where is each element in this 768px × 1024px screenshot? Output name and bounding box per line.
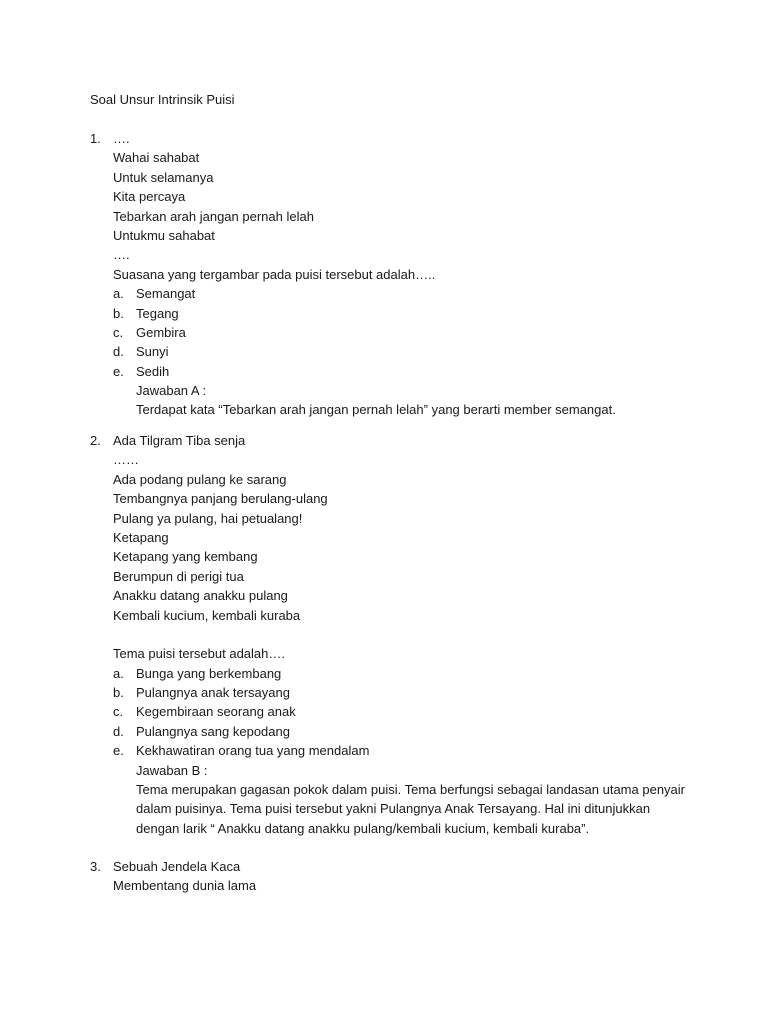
option-letter: e. <box>113 743 124 759</box>
poem-line <box>90 876 710 895</box>
answer-label-text: Jawaban A : <box>136 383 207 399</box>
answer-option <box>90 702 710 721</box>
poem-line <box>90 567 710 586</box>
poem-line-text: Anakku datang anakku pulang <box>113 588 288 604</box>
question-prompt: Tema puisi tersebut adalah…. <box>113 646 285 662</box>
poem-line-text: Kita percaya <box>113 189 186 205</box>
poem-line-text: …. <box>113 131 130 146</box>
poem-line-text: Membentang dunia lama <box>113 878 257 894</box>
poem-line-text: Ada podang pulang ke sarang <box>113 471 287 487</box>
option-letter: c. <box>113 704 124 720</box>
option-text: Semangat <box>136 286 196 302</box>
poem-line <box>90 547 710 566</box>
option-letter: a. <box>113 286 124 302</box>
option-letter: b. <box>113 685 124 701</box>
answer-label <box>90 761 710 780</box>
poem-line-text: Tembangnya panjang berulang-ulang <box>113 491 328 507</box>
poem-line-text: …. <box>113 247 130 263</box>
poem-line <box>90 857 710 876</box>
poem-line-text: Ketapang <box>113 529 169 545</box>
question-number: 1. <box>90 131 101 146</box>
option-text: Kegembiraan seorang anak <box>136 704 296 720</box>
poem-line <box>90 226 710 245</box>
poem-line-text: Untukmu sahabat <box>113 227 215 243</box>
answer-option <box>90 342 710 361</box>
answer-option <box>90 683 710 702</box>
option-text: Pulangnya sang kepodang <box>136 723 290 739</box>
poem-line <box>90 431 710 450</box>
answer-explanation <box>90 819 710 838</box>
option-text: Tegang <box>136 305 179 321</box>
question-number: 3. <box>90 859 101 874</box>
blank-line <box>90 625 710 644</box>
poem-line-text: Kembali kucium, kembali kuraba <box>113 607 301 623</box>
poem-line <box>90 168 710 187</box>
question-text <box>90 265 710 284</box>
answer-option <box>90 722 710 741</box>
answer-explanation <box>90 400 710 419</box>
explanation-text: dengan larik “ Anakku datang anakku pulang/kembali kucium, kembali kuraba”. <box>136 820 590 836</box>
poem-line-text: Untuk selamanya <box>113 169 214 185</box>
explanation-text: Terdapat kata “Tebarkan arah jangan pernah lelah” yang berarti member semangat. <box>136 402 616 418</box>
answer-option <box>90 362 710 381</box>
poem-line-text: Berumpun di perigi tua <box>113 568 244 584</box>
answer-option <box>90 323 710 342</box>
answer-label <box>90 381 710 400</box>
poem-line-text: Wahai sahabat <box>113 150 200 166</box>
question-number: 2. <box>90 433 101 448</box>
option-text: Bunga yang berkembang <box>136 665 282 681</box>
option-letter: e. <box>113 363 124 379</box>
poem-line-text: Ada Tilgram Tiba senja <box>113 433 246 448</box>
poem-line <box>90 586 710 605</box>
poem-line-text: …… <box>113 452 139 468</box>
poem-line <box>90 187 710 206</box>
poem-line-text: Sebuah Jendela Kaca <box>113 859 241 874</box>
option-text: Sedih <box>136 363 170 379</box>
question-2 <box>90 431 710 838</box>
poem-line <box>90 489 710 508</box>
question-text <box>90 644 710 663</box>
option-letter: b. <box>113 305 124 321</box>
poem-line <box>90 470 710 489</box>
question-1 <box>90 129 710 420</box>
poem-line <box>90 450 710 469</box>
option-letter: d. <box>113 723 124 739</box>
option-text: Sunyi <box>136 344 169 360</box>
poem-line <box>90 606 710 625</box>
question-prompt: Suasana yang tergambar pada puisi tersebut adalah….. <box>113 266 436 282</box>
option-text: Gembira <box>136 324 186 340</box>
question-3 <box>90 857 710 896</box>
answer-explanation <box>90 780 710 799</box>
option-letter: c. <box>113 324 124 340</box>
option-letter: a. <box>113 665 124 681</box>
option-letter: d. <box>113 344 124 360</box>
explanation-text: Tema merupakan gagasan pokok dalam puisi. Tema berfungsi sebagai landasan utama penyair <box>136 782 685 798</box>
answer-option <box>90 284 710 303</box>
answer-option <box>90 664 710 683</box>
poem-line <box>90 207 710 226</box>
document-title: Soal Unsur Intrinsik Puisi <box>90 92 235 107</box>
poem-line <box>90 129 710 148</box>
answer-label-text: Jawaban B : <box>136 762 208 778</box>
option-text: Kekhawatiran orang tua yang mendalam <box>136 743 370 759</box>
answer-option <box>90 741 710 760</box>
answer-option <box>90 304 710 323</box>
poem-line-text: Tebarkan arah jangan pernah lelah <box>113 208 314 224</box>
poem-line-text: Pulang ya pulang, hai petualang! <box>113 510 303 526</box>
poem-line-text: Ketapang yang kembang <box>113 549 258 565</box>
poem-line <box>90 148 710 167</box>
option-text: Pulangnya anak tersayang <box>136 685 290 701</box>
answer-explanation <box>90 799 710 818</box>
poem-line <box>90 528 710 547</box>
poem-line <box>90 245 710 264</box>
explanation-text: dalam puisinya. Tema puisi tersebut yakni Pulangnya Anak Tersayang. Hal ini ditunjukkan <box>136 801 651 817</box>
poem-line <box>90 509 710 528</box>
